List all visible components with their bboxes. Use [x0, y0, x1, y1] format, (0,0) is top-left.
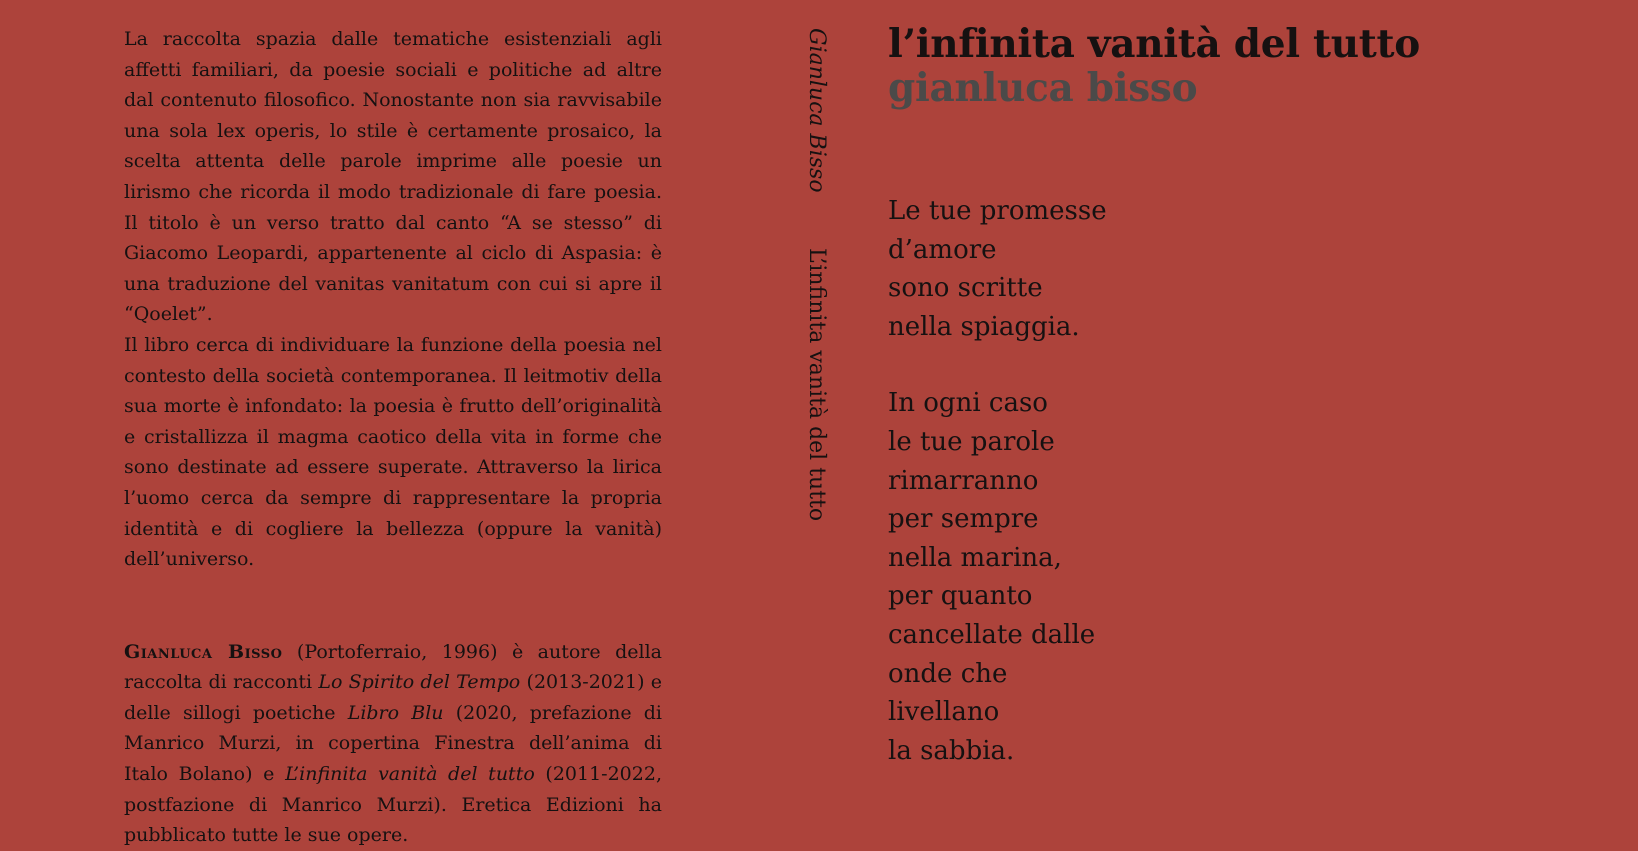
bio-text-1: (Portoferraio, 1996) è autore della raccolta di racconti: [124, 640, 662, 694]
poem-line: d’amore: [888, 234, 997, 265]
author-bio: [124, 637, 662, 851]
poem-line: sono scritte: [888, 273, 1043, 304]
poem-line: per quanto: [888, 581, 1033, 612]
poem-line: per sempre: [888, 504, 1039, 535]
front-cover-title: l’infinita vanità del tutto: [888, 21, 1420, 67]
front-cover-author: gianluca bisso: [888, 65, 1198, 111]
poem-line: rimarranno: [888, 465, 1039, 496]
bio-text-2: (2013-2021) e delle sillogi poetiche: [124, 671, 662, 724]
poem-stanza-1: [888, 192, 1608, 346]
bio-text-4: (2011-2022, postfazione di Manrico Murzi). Eretica Edizioni ha pubblicato tutte le sue opere.: [124, 763, 662, 847]
bio-text-3: (2020, prefazione di Manrico Murzi, in copertina Finestra dell’anima di Italo Bolano) e: [124, 701, 662, 786]
poem-line: le tue parole: [888, 426, 1055, 457]
poem-line: livellano: [888, 697, 1000, 728]
poem-line: onde che: [888, 658, 1008, 689]
back-cover-paragraph-1: La raccolta spazia dalle tematiche esistenziali agli affetti familiari, da poesie sociali e politiche ad altre dal contenuto filosofico. Nonostante non sia ravvisabile una sola lex operis, lo stile è certamente prosaico, la scelta attenta delle parole imprime alle poesie un lirismo che ricorda il modo tradizionale di fare poesia. Il titolo è un verso tratto dal canto “A se stesso” di Giacomo Leopardi, appartenente al ciclo di Aspasia: è una traduzione del vanitas vanitatum con cui si apre il “Qoelet”.: [124, 28, 662, 326]
poem-line: la sabbia.: [888, 735, 1015, 766]
poem-stanza-2: [888, 384, 1608, 770]
bio-work-1: Lo Spirito del Tempo: [318, 671, 521, 694]
front-cover: [888, 22, 1608, 770]
poem-line: nella spiaggia.: [888, 311, 1080, 342]
bio-work-2: Libro Blu: [347, 701, 444, 724]
poem-line: Le tue promesse: [888, 196, 1107, 226]
back-cover: [124, 24, 662, 851]
spine-title: L’infinita vanità del tutto: [804, 247, 829, 521]
spine-author: Gianluca Bisso: [804, 28, 829, 193]
back-cover-paragraph-2: Il libro cerca di individuare la funzione della poesia nel contesto della società contemporanea. Il leitmotiv della sua morte è infondato: la poesia è frutto dell’originalità e cristallizza il magma caotico della vita in forme che sono destinate ad essere superate. Attraverso la lirica l’uomo cerca da sempre di rappresentare la propria identità e di cogliere la bellezza (oppure la vanità) dell’universo.: [124, 333, 662, 571]
poem-line: In ogni caso: [888, 388, 1048, 419]
poem-line: cancellate dalle: [888, 619, 1096, 650]
poem: [888, 192, 1608, 770]
poem-line: nella marina,: [888, 542, 1062, 573]
bio-author-name: Gianluca Bisso: [124, 640, 283, 663]
book-spine: [802, 28, 830, 521]
bio-work-3: L’infinita vanità del tutto: [285, 763, 535, 786]
